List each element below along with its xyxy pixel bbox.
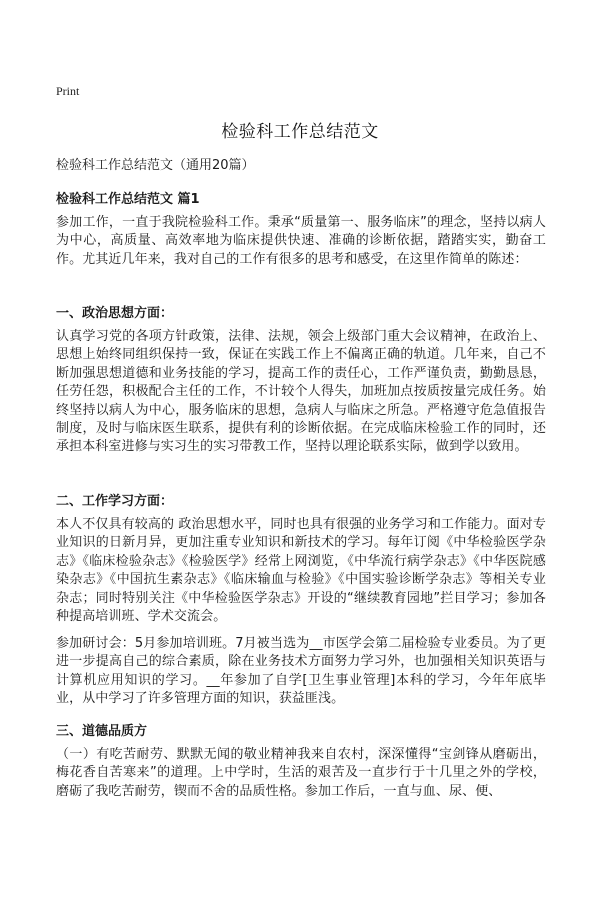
section-heading-politics: 一、政治思想方面： xyxy=(56,306,174,321)
study-paragraph-1: 本人不仅具有较高的 政治思想水平，同时也具有很强的业务学习和工作能力。面对专业知识的日新月异，更加注重专业知识和新技术的学习。每年订阅《中华检验医学杂志》《临床检验杂志》《检验医学》经常上网浏览，《中华流行病学杂志》《中华医院感染杂志》《中国抗生素杂志》《临床输血与检验》《中国实验诊断学杂志》等相关专业杂志；同时特别关注《中华检验医学杂志》开设的“继续教育园地”拦目学习；参加各种提高培训班、学术交流会。 xyxy=(56,517,546,625)
ethics-paragraph: （一）有吃苦耐劳、默默无闻的敬业精神我来自农村，深深懂得“宝剑锋从磨砺出，梅花香自苦寒来”的道理。上中学时，生活的艰苦及一直步行于十几里之外的学校，磨砺了我吃苦耐劳，锲而不舍的品质性格。参加工作后，一直与血、尿、便、 xyxy=(56,747,546,799)
page-title: 检验科工作总结范文 xyxy=(221,122,379,142)
section-heading-ethics: 三、道德品质方 xyxy=(56,724,148,739)
article-heading: 检验科工作总结范文 篇1 xyxy=(56,192,200,207)
politics-paragraph: 认真学习党的各项方针政策，法律、法规，领会上级部门重大会议精神，在政治上、思想上始终同组织保持一致，保证在实践工作上不偏离正确的轨道。几年来，自己不断加强思想道德和业务技能的学习，提高工作的责任心，工作严谨负责，勤勤恳恳，任劳任怨，积极配合主任的工作，不计较个人得失，加班加点按质按量完成任务。始终坚持以病人为中心，服务临床的思想，急病人与临床之所急。严格遵守危急值报告制度，及时与临床医生联系，提供有利的诊断依据。在完成临床检验工作的同时，还承担本科室进修与实习生的实习带教工作，坚持以理论联系实际，做到学以致用。 xyxy=(56,329,546,455)
print-label: Print xyxy=(56,84,80,98)
intro-paragraph: 参加工作，一直于我院检验科工作。秉承“质量第一、服务临床”的理念，坚持以病人为中心，高质量、高效率地为临床提供快速、准确的诊断依据，踏踏实实，勤奋工作。尤其近几年来，我对自己的工作有很多的思考和感受，在这里作简单的陈述： xyxy=(56,215,546,267)
section-heading-study: 二、工作学习方面： xyxy=(56,494,174,509)
study-paragraph-2: 参加研讨会：5月参加培训班。7月被当选为__市医学会第二届检验专业委员。为了更进一步提高自己的综合素质，除在业务技术方面努力学习外，也加强相关知识英语与计算机应用知识的学习。__年参加了自学[卫生事业管理]本科的学习，今年年底毕业，从中学习了许多管理方面的知识，获益匪浅。 xyxy=(56,636,546,707)
document-subtitle: 检验科工作总结范文（通用20篇） xyxy=(56,158,255,173)
